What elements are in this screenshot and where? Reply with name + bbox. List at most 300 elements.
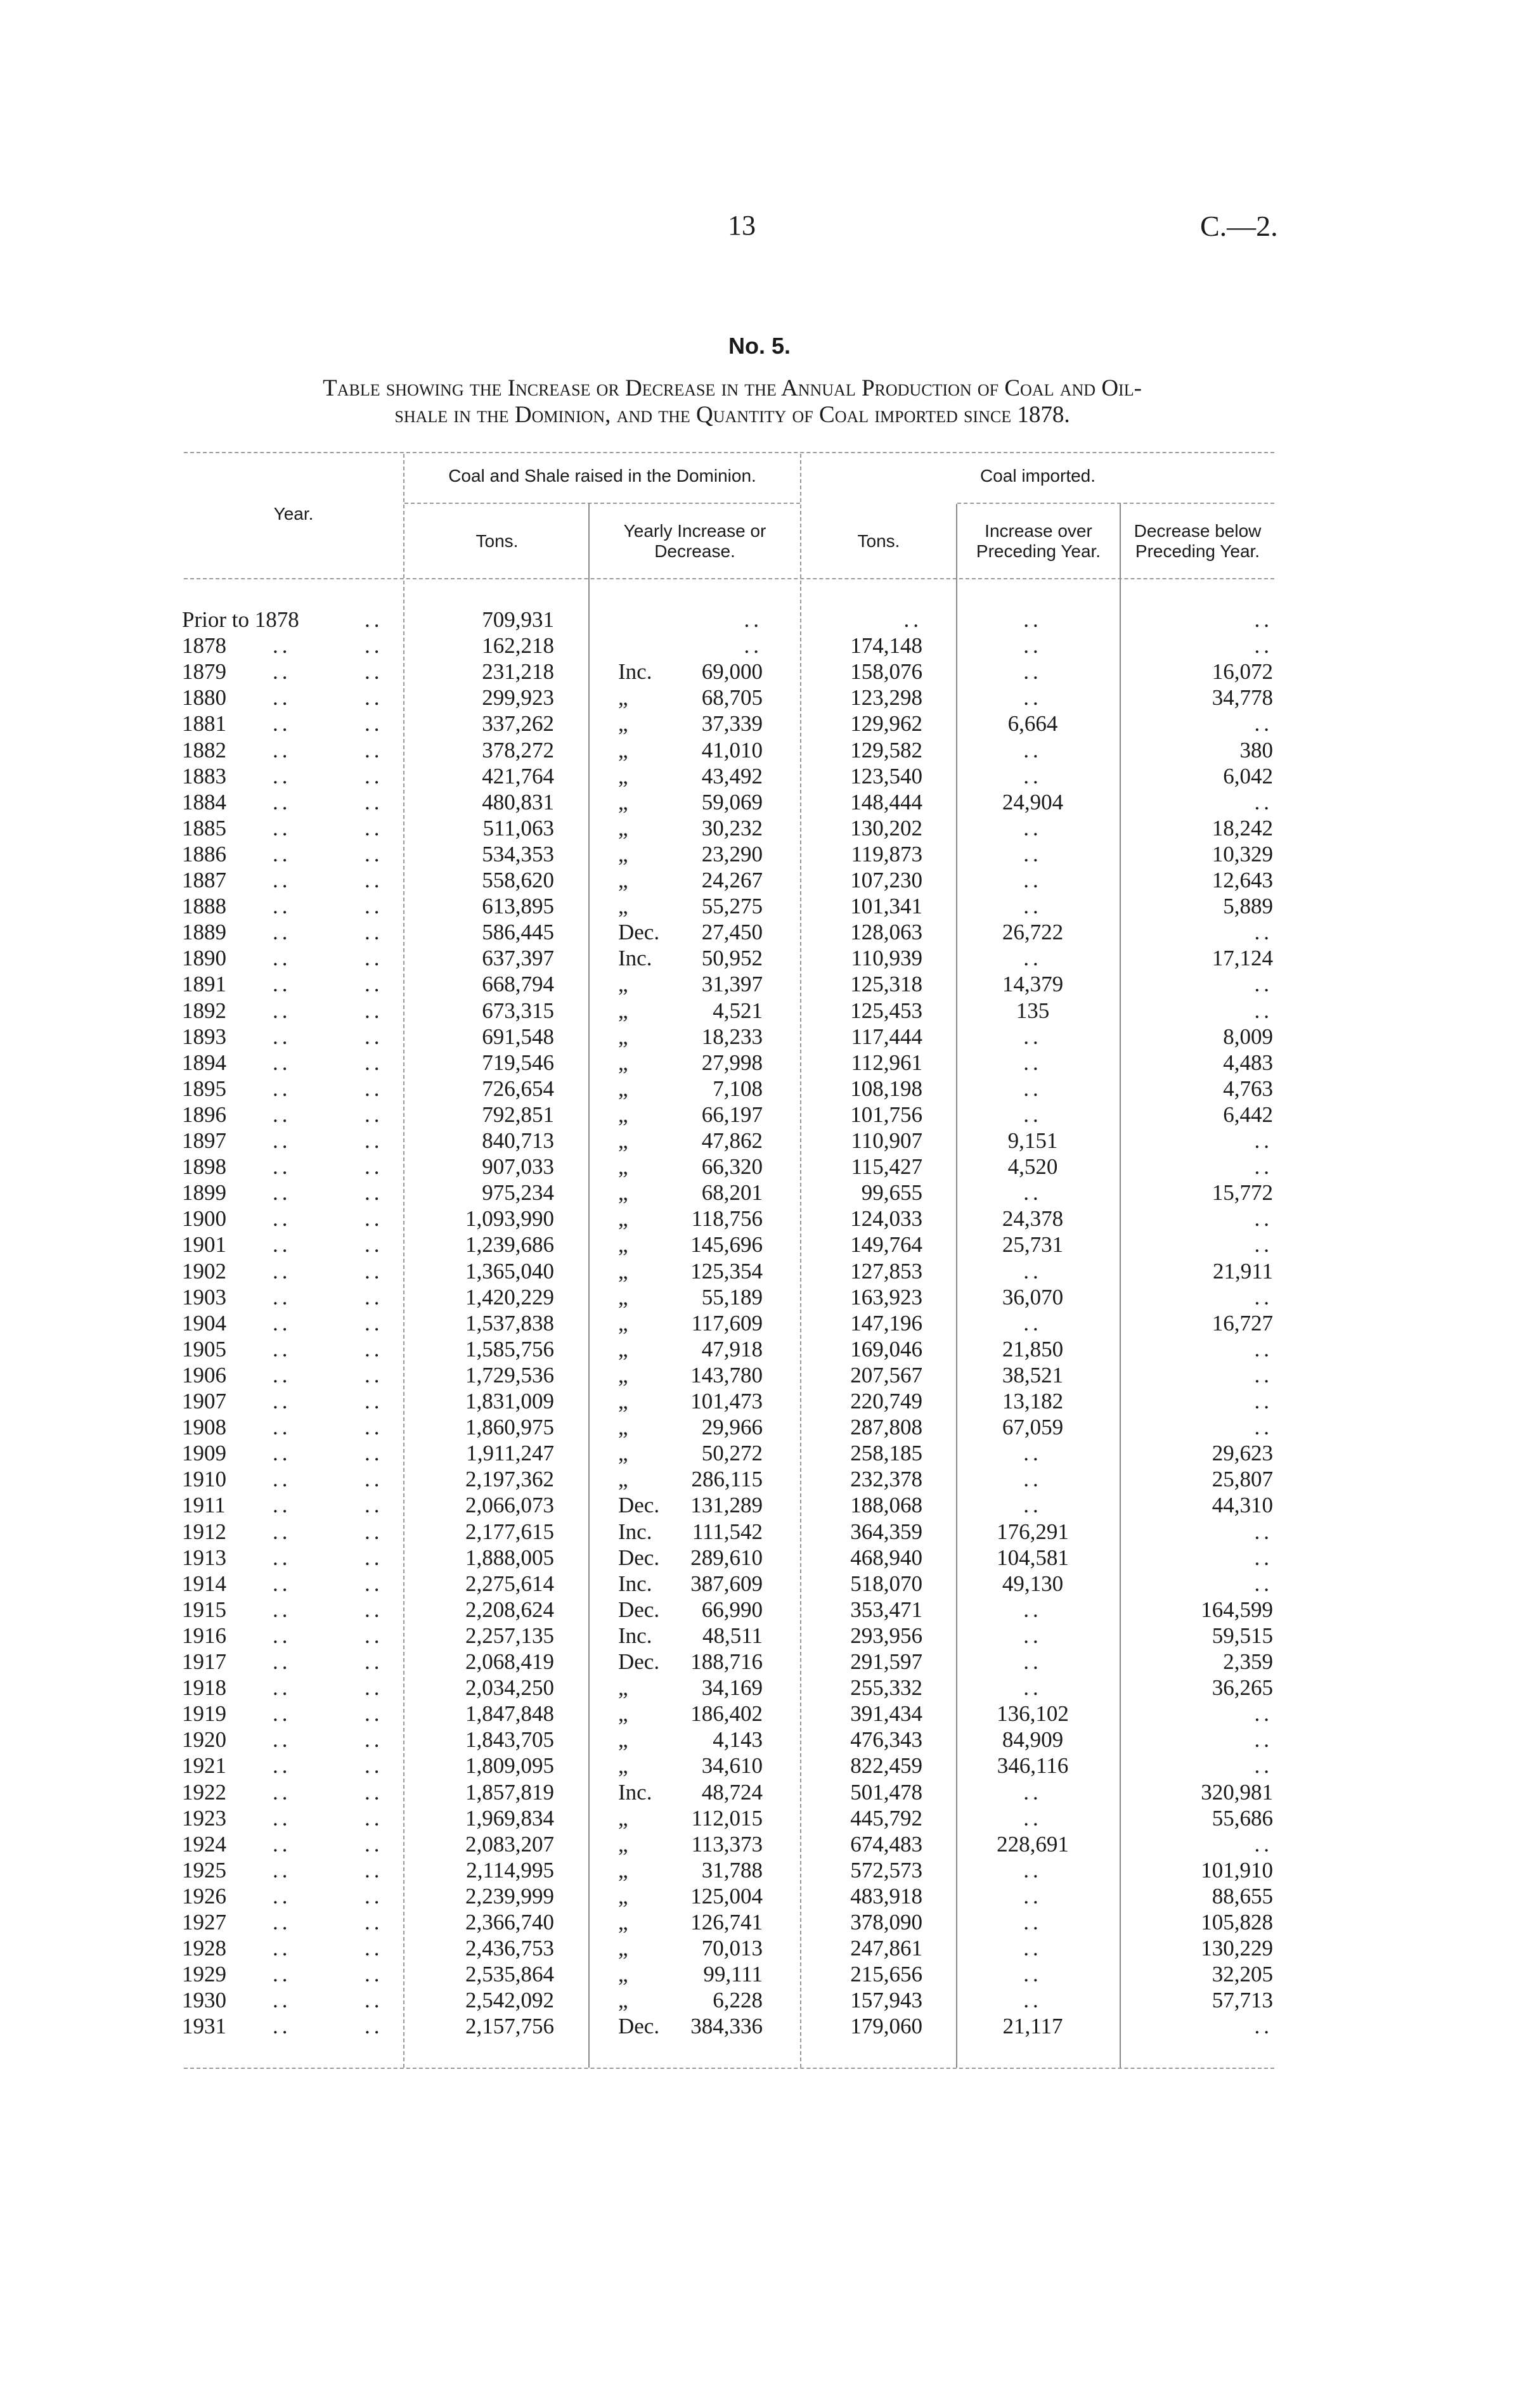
import-increase-cell: .. — [1023, 1857, 1042, 1883]
leader-dots: .. — [273, 868, 292, 892]
change-type-cell: „ — [618, 1727, 628, 1753]
yearly-change-cell: 112,015 — [691, 1805, 763, 1831]
import-decrease-cell: 36,265 — [1212, 1675, 1273, 1701]
import-decrease-cell: 320,981 — [1201, 1779, 1273, 1805]
leader-dots: .. — [273, 1389, 292, 1413]
import-increase-cell: .. — [1023, 1779, 1042, 1805]
table-row — [0, 1988, 1519, 2013]
tons-raised-cell: 613,895 — [482, 894, 554, 919]
leader-dots: .. — [365, 1362, 384, 1387]
tons-raised-cell: 162,218 — [482, 633, 554, 659]
tons-raised-cell: 2,066,073 — [465, 1493, 554, 1518]
import-increase-cell: .. — [1023, 1258, 1042, 1284]
year-cell: 1909 — [182, 1441, 226, 1466]
yearly-change-cell: 387,609 — [690, 1571, 763, 1596]
yearly-change-cell: 50,952 — [701, 946, 763, 971]
yearly-change-cell: 125,004 — [690, 1883, 763, 1909]
yearly-change-cell: 55,189 — [701, 1284, 763, 1310]
tons-raised-cell: 534,353 — [482, 841, 554, 866]
change-type-cell: „ — [618, 1258, 628, 1284]
year-cell: 1919 — [182, 1701, 226, 1727]
tons-raised-cell: 1,831,009 — [465, 1389, 554, 1413]
year-cell: 1889 — [182, 920, 226, 945]
change-type-cell: „ — [618, 1467, 628, 1492]
leader-dots: .. — [273, 1180, 292, 1206]
table-row — [0, 1727, 1519, 1753]
change-type-cell: „ — [618, 1441, 628, 1466]
table-row — [0, 894, 1519, 919]
import-decrease-cell: 88,655 — [1212, 1883, 1273, 1909]
leader-dots: .. — [365, 1467, 384, 1492]
table-row — [0, 1675, 1519, 1701]
year-cell: 1925 — [182, 1857, 226, 1883]
year-cell: 1917 — [182, 1649, 226, 1674]
table-row — [0, 711, 1519, 737]
leader-dots: .. — [273, 1701, 292, 1727]
yearly-change-cell: 69,000 — [701, 659, 763, 685]
year-cell: 1911 — [182, 1493, 226, 1518]
import-increase-cell: .. — [1023, 607, 1042, 632]
table-row — [0, 1701, 1519, 1727]
import-decrease-cell: .. — [1254, 1128, 1273, 1153]
leader-dots: .. — [365, 1284, 384, 1310]
imported-tons-cell: 147,196 — [850, 1310, 922, 1336]
import-increase-cell: 26,722 — [1002, 920, 1064, 945]
import-decrease-cell: 44,310 — [1212, 1493, 1273, 1518]
imported-tons-cell: 130,202 — [850, 815, 922, 840]
leader-dots: .. — [365, 815, 384, 840]
table-row — [0, 1180, 1519, 1206]
import-decrease-cell: .. — [1254, 1154, 1273, 1180]
yearly-change-cell: 125,354 — [690, 1258, 763, 1284]
import-increase-cell: 24,378 — [1002, 1206, 1064, 1232]
table-row — [0, 633, 1519, 659]
imported-tons-cell: 188,068 — [850, 1493, 922, 1518]
table-row — [0, 998, 1519, 1024]
leader-dots: .. — [273, 815, 292, 840]
yearly-change-cell: 131,289 — [690, 1493, 763, 1518]
tons-raised-cell: 691,548 — [482, 1024, 554, 1049]
table-row — [0, 1285, 1519, 1310]
import-increase-cell: .. — [1023, 1180, 1042, 1206]
leader-dots: .. — [273, 1649, 292, 1674]
leader-dots: .. — [273, 1571, 292, 1596]
import-increase-cell: 38,521 — [1002, 1362, 1064, 1387]
import-decrease-cell: 57,713 — [1212, 1988, 1273, 2013]
import-increase-cell: .. — [1023, 1076, 1042, 1101]
year-cell: 1905 — [182, 1336, 226, 1362]
leader-dots: .. — [365, 841, 384, 866]
year-cell: 1927 — [182, 1910, 226, 1935]
yearly-change-cell: 68,705 — [701, 685, 763, 711]
table-row — [0, 1545, 1519, 1571]
tons-raised-cell: 1,239,686 — [465, 1232, 554, 1258]
import-decrease-cell: .. — [1254, 1545, 1273, 1570]
tons-raised-cell: 511,063 — [482, 815, 554, 840]
leader-dots: .. — [365, 1102, 384, 1127]
change-type-cell: „ — [618, 1154, 628, 1180]
year-cell: 1904 — [182, 1310, 226, 1336]
leader-dots: .. — [273, 1128, 292, 1153]
table-row — [0, 1858, 1519, 1883]
leader-dots: .. — [365, 659, 384, 685]
import-increase-cell: .. — [1023, 841, 1042, 866]
import-decrease-cell: .. — [1254, 1284, 1273, 1310]
table-row — [0, 1259, 1519, 1284]
year-cell: 1900 — [182, 1206, 226, 1232]
yearly-change-cell: 117,609 — [691, 1310, 763, 1336]
change-type-cell: „ — [618, 1232, 628, 1258]
leader-dots: .. — [365, 1753, 384, 1779]
tons-raised-cell: 1,809,095 — [465, 1753, 554, 1779]
year-cell: 1907 — [182, 1389, 226, 1413]
table-row — [0, 607, 1519, 633]
change-type-cell: Dec. — [618, 1545, 660, 1570]
leader-dots: .. — [365, 1701, 384, 1727]
leader-dots: .. — [273, 1050, 292, 1075]
yearly-change-cell: 7,108 — [713, 1076, 763, 1101]
year-cell: 1898 — [182, 1154, 226, 1180]
table-row — [0, 659, 1519, 685]
leader-dots: .. — [273, 1336, 292, 1362]
import-decrease-cell: 5,889 — [1223, 894, 1273, 919]
leader-dots: .. — [273, 1857, 292, 1883]
table-row — [0, 1623, 1519, 1649]
imported-tons-cell: 353,471 — [850, 1597, 922, 1622]
leader-dots: .. — [365, 894, 384, 919]
import-increase-cell: .. — [1023, 1805, 1042, 1831]
leader-dots: .. — [273, 1962, 292, 1987]
year-cell: 1914 — [182, 1571, 226, 1596]
leader-dots: .. — [365, 1571, 384, 1596]
leader-dots: .. — [273, 1675, 292, 1701]
year-cell: 1918 — [182, 1675, 226, 1701]
table-row — [0, 1232, 1519, 1258]
import-increase-cell: 84,909 — [1002, 1727, 1064, 1753]
import-decrease-cell: 32,205 — [1212, 1962, 1273, 1987]
header-increase-line-1: Increase over — [985, 521, 1092, 541]
imported-tons-cell: 108,198 — [850, 1076, 922, 1101]
import-decrease-cell: .. — [1254, 1571, 1273, 1596]
leader-dots: .. — [273, 1831, 292, 1857]
header-yearly-change-line-1: Yearly Increase or — [623, 521, 766, 541]
leader-dots: .. — [273, 998, 292, 1023]
tons-raised-cell: 1,860,975 — [465, 1415, 554, 1440]
import-increase-cell: .. — [1023, 1467, 1042, 1492]
imported-tons-cell: 127,853 — [850, 1258, 922, 1284]
import-increase-cell: .. — [1023, 1962, 1042, 1987]
leader-dots: .. — [273, 633, 292, 659]
import-decrease-cell: 59,515 — [1212, 1623, 1273, 1648]
imported-tons-cell: 119,873 — [851, 841, 922, 866]
import-increase-cell: 13,182 — [1002, 1389, 1064, 1413]
import-increase-cell: .. — [1023, 1102, 1042, 1127]
import-increase-cell: .. — [1023, 1883, 1042, 1909]
table-row — [0, 1780, 1519, 1805]
leader-dots: .. — [365, 1883, 384, 1909]
leader-dots: .. — [273, 1805, 292, 1831]
year-cell: 1886 — [182, 841, 226, 866]
tons-raised-cell: 586,445 — [482, 920, 554, 945]
table-row — [0, 842, 1519, 867]
year-cell: 1895 — [182, 1076, 226, 1101]
change-type-cell: Dec. — [618, 920, 660, 945]
import-increase-cell: 49,130 — [1002, 1571, 1064, 1596]
change-type-cell: „ — [618, 1753, 628, 1779]
change-type-cell: „ — [618, 1024, 628, 1049]
yearly-change-cell: 34,610 — [701, 1753, 763, 1779]
table-row — [0, 1076, 1519, 1102]
yearly-change-cell: 18,233 — [701, 1024, 763, 1049]
tons-raised-cell: 378,272 — [482, 737, 554, 763]
table-row — [0, 1415, 1519, 1440]
import-decrease-cell: .. — [1254, 1727, 1273, 1753]
leader-dots: .. — [273, 1597, 292, 1622]
yearly-change-cell: 289,610 — [690, 1545, 763, 1570]
leader-dots: .. — [365, 1988, 384, 2013]
table-row — [0, 1206, 1519, 1232]
import-decrease-cell: .. — [1254, 1206, 1273, 1232]
tons-raised-cell: 2,177,615 — [465, 1519, 554, 1544]
imported-tons-cell: 445,792 — [850, 1805, 922, 1831]
imported-tons-cell: 232,378 — [850, 1467, 922, 1492]
year-cell: 1878 — [182, 633, 226, 659]
leader-dots: .. — [365, 633, 384, 659]
tons-raised-cell: 2,257,135 — [465, 1623, 554, 1648]
table-title — [184, 375, 1281, 428]
table-row — [0, 972, 1519, 997]
yearly-change-cell: 31,788 — [701, 1857, 763, 1883]
yearly-change-cell: 66,197 — [701, 1102, 763, 1127]
leader-dots: .. — [273, 2014, 292, 2039]
year-cell: 1883 — [182, 763, 226, 789]
leader-dots: .. — [273, 789, 292, 814]
tons-raised-cell: 907,033 — [482, 1154, 554, 1180]
imported-tons-cell: 112,961 — [851, 1050, 922, 1075]
year-cell: 1893 — [182, 1024, 226, 1049]
year-cell: 1915 — [182, 1597, 226, 1622]
change-type-cell: „ — [618, 1362, 628, 1387]
import-decrease-cell: 2,359 — [1223, 1649, 1273, 1674]
leader-dots: .. — [365, 685, 384, 711]
yearly-change-cell: 145,696 — [690, 1232, 763, 1258]
table-row — [0, 1571, 1519, 1597]
yearly-change-cell: .. — [744, 633, 763, 659]
imported-tons-cell: 99,655 — [861, 1180, 922, 1206]
change-type-cell: „ — [618, 1076, 628, 1101]
import-decrease-cell: .. — [1254, 1831, 1273, 1857]
imported-tons-cell: 179,060 — [850, 2014, 922, 2039]
import-decrease-cell: 25,807 — [1212, 1467, 1273, 1492]
import-decrease-cell: 4,763 — [1223, 1076, 1273, 1101]
imported-tons-cell: 822,459 — [850, 1753, 922, 1779]
year-cell: 1885 — [182, 815, 226, 840]
tons-raised-cell: 299,923 — [482, 685, 554, 711]
imported-tons-cell: 483,918 — [850, 1883, 922, 1909]
imported-tons-cell: 174,148 — [850, 633, 922, 659]
imported-tons-cell: 287,808 — [850, 1415, 922, 1440]
table-title-line-2: shale in the Dominion, and the Quantity of Coal imported since 1878. — [394, 402, 1070, 428]
table-row — [0, 1389, 1519, 1414]
leader-dots: .. — [365, 1310, 384, 1336]
leader-dots: .. — [365, 1232, 384, 1258]
year-cell: 1899 — [182, 1180, 226, 1206]
tons-raised-cell: 231,218 — [482, 659, 554, 685]
imported-tons-cell: 247,861 — [850, 1936, 922, 1961]
table-row — [0, 790, 1519, 815]
leader-dots: .. — [273, 1988, 292, 2013]
import-increase-cell: 136,102 — [997, 1701, 1069, 1727]
yearly-change-cell: 68,201 — [701, 1180, 763, 1206]
import-increase-cell: 346,116 — [997, 1753, 1069, 1779]
change-type-cell: Dec. — [618, 1597, 660, 1622]
table-row — [0, 1597, 1519, 1623]
leader-dots: .. — [365, 1128, 384, 1153]
leader-dots: .. — [365, 1441, 384, 1466]
leader-dots: .. — [365, 1336, 384, 1362]
imported-tons-cell: 124,033 — [850, 1206, 922, 1232]
year-cell: 1930 — [182, 1988, 226, 2013]
year-cell: 1926 — [182, 1883, 226, 1909]
leader-dots: .. — [273, 1362, 292, 1387]
tons-raised-cell: 1,911,247 — [466, 1441, 554, 1466]
leader-dots: .. — [273, 1519, 292, 1544]
leader-dots: .. — [273, 1623, 292, 1648]
imported-tons-cell: 117,444 — [851, 1024, 922, 1049]
yearly-change-cell: 31,397 — [701, 972, 763, 997]
leader-dots: .. — [365, 946, 384, 971]
import-increase-cell: .. — [1023, 1441, 1042, 1466]
year-cell: 1902 — [182, 1258, 226, 1284]
import-decrease-cell: 8,009 — [1223, 1024, 1273, 1049]
import-decrease-cell: 6,442 — [1223, 1102, 1273, 1127]
import-increase-cell: 228,691 — [997, 1831, 1069, 1857]
leader-dots: .. — [273, 1284, 292, 1310]
table-row — [0, 1050, 1519, 1076]
import-increase-cell: .. — [1023, 894, 1042, 919]
yearly-change-cell: 48,511 — [702, 1623, 763, 1648]
year-cell: 1890 — [182, 946, 226, 971]
year-cell: 1887 — [182, 868, 226, 892]
header-decrease — [1121, 521, 1274, 562]
table-row — [0, 868, 1519, 893]
leader-dots: .. — [365, 1545, 384, 1570]
import-increase-cell: .. — [1023, 737, 1042, 763]
leader-dots: .. — [365, 1076, 384, 1101]
table-row — [0, 1024, 1519, 1050]
leader-dots: .. — [365, 1206, 384, 1232]
yearly-change-cell: 30,232 — [701, 815, 763, 840]
leader-dots: .. — [273, 763, 292, 789]
leader-dots: .. — [365, 972, 384, 997]
leader-dots: .. — [365, 1180, 384, 1206]
import-increase-cell: 135 — [1016, 998, 1050, 1023]
import-decrease-cell: 55,686 — [1212, 1805, 1273, 1831]
imported-tons-cell: 391,434 — [850, 1701, 922, 1727]
table-row — [0, 685, 1519, 711]
leader-dots: .. — [273, 685, 292, 711]
leader-dots: .. — [273, 1258, 292, 1284]
import-increase-cell: 14,379 — [1002, 972, 1064, 997]
leader-dots: .. — [273, 1102, 292, 1127]
imported-tons-cell: 468,940 — [850, 1545, 922, 1570]
import-decrease-cell: .. — [1254, 1362, 1273, 1387]
change-type-cell: Inc. — [618, 1571, 652, 1596]
leader-dots: .. — [273, 1883, 292, 1909]
table-row — [0, 738, 1519, 763]
import-decrease-cell: .. — [1254, 972, 1273, 997]
leader-dots: .. — [365, 1389, 384, 1413]
year-cell: 1931 — [182, 2014, 226, 2039]
yearly-change-cell: 27,450 — [701, 920, 763, 945]
leader-dots: .. — [273, 1024, 292, 1049]
yearly-change-cell: 47,918 — [701, 1336, 763, 1362]
header-production-group: Coal and Shale raised in the Dominion. — [448, 466, 756, 486]
import-decrease-cell: .. — [1254, 789, 1273, 814]
year-cell: 1923 — [182, 1805, 226, 1831]
leader-dots: .. — [365, 1910, 384, 1935]
year-cell: 1922 — [182, 1779, 226, 1805]
table-title-line-1: Table showing the Increase or Decrease in the Annual Production of Coal and Oil- — [323, 375, 1142, 401]
imported-tons-cell: 163,923 — [850, 1284, 922, 1310]
yearly-change-cell: 186,402 — [690, 1701, 763, 1727]
header-import-tons: Tons. — [857, 531, 900, 551]
tons-raised-cell: 2,542,092 — [465, 1988, 554, 2013]
year-cell: 1908 — [182, 1415, 226, 1440]
leader-dots: .. — [273, 972, 292, 997]
imported-tons-cell: 378,090 — [850, 1910, 922, 1935]
imported-tons-cell: 364,359 — [850, 1519, 922, 1544]
change-type-cell: „ — [618, 1857, 628, 1883]
leader-dots: .. — [365, 868, 384, 892]
change-type-cell: „ — [618, 1310, 628, 1336]
imported-tons-cell: 293,956 — [850, 1623, 922, 1648]
year-cell: 1884 — [182, 789, 226, 814]
imported-tons-cell: 215,656 — [850, 1962, 922, 1987]
import-decrease-cell: 17,124 — [1212, 946, 1273, 971]
year-cell: 1896 — [182, 1102, 226, 1127]
document-code: C.—2. — [1200, 210, 1278, 242]
tons-raised-cell: 558,620 — [482, 868, 554, 892]
yearly-change-cell: 126,741 — [690, 1910, 763, 1935]
yearly-change-cell: 99,111 — [703, 1962, 763, 1987]
yearly-change-cell: 66,320 — [701, 1154, 763, 1180]
year-cell: 1903 — [182, 1284, 226, 1310]
leader-dots: .. — [273, 1936, 292, 1961]
tons-raised-cell: 421,764 — [482, 763, 554, 789]
tons-raised-cell: 792,851 — [482, 1102, 554, 1127]
import-increase-cell: 36,070 — [1002, 1284, 1064, 1310]
imported-tons-cell: 572,573 — [850, 1857, 922, 1883]
change-type-cell: „ — [618, 841, 628, 866]
import-increase-cell: .. — [1023, 1493, 1042, 1518]
table-row — [0, 1910, 1519, 1935]
import-decrease-cell: 380 — [1239, 737, 1273, 763]
imported-tons-cell: 255,332 — [850, 1675, 922, 1701]
tons-raised-cell: 2,275,614 — [465, 1571, 554, 1596]
table-row — [0, 1519, 1519, 1545]
tons-raised-cell: 2,436,753 — [465, 1936, 554, 1961]
change-type-cell: „ — [618, 1883, 628, 1909]
imported-tons-cell: 107,230 — [850, 868, 922, 892]
leader-dots: .. — [273, 894, 292, 919]
tons-raised-cell: 840,713 — [482, 1128, 554, 1153]
import-increase-cell: 21,117 — [1002, 2014, 1063, 2039]
import-increase-cell: .. — [1023, 659, 1042, 685]
tons-raised-cell: 2,197,362 — [465, 1467, 554, 1492]
table-row — [0, 1493, 1519, 1518]
change-type-cell: „ — [618, 1988, 628, 2013]
